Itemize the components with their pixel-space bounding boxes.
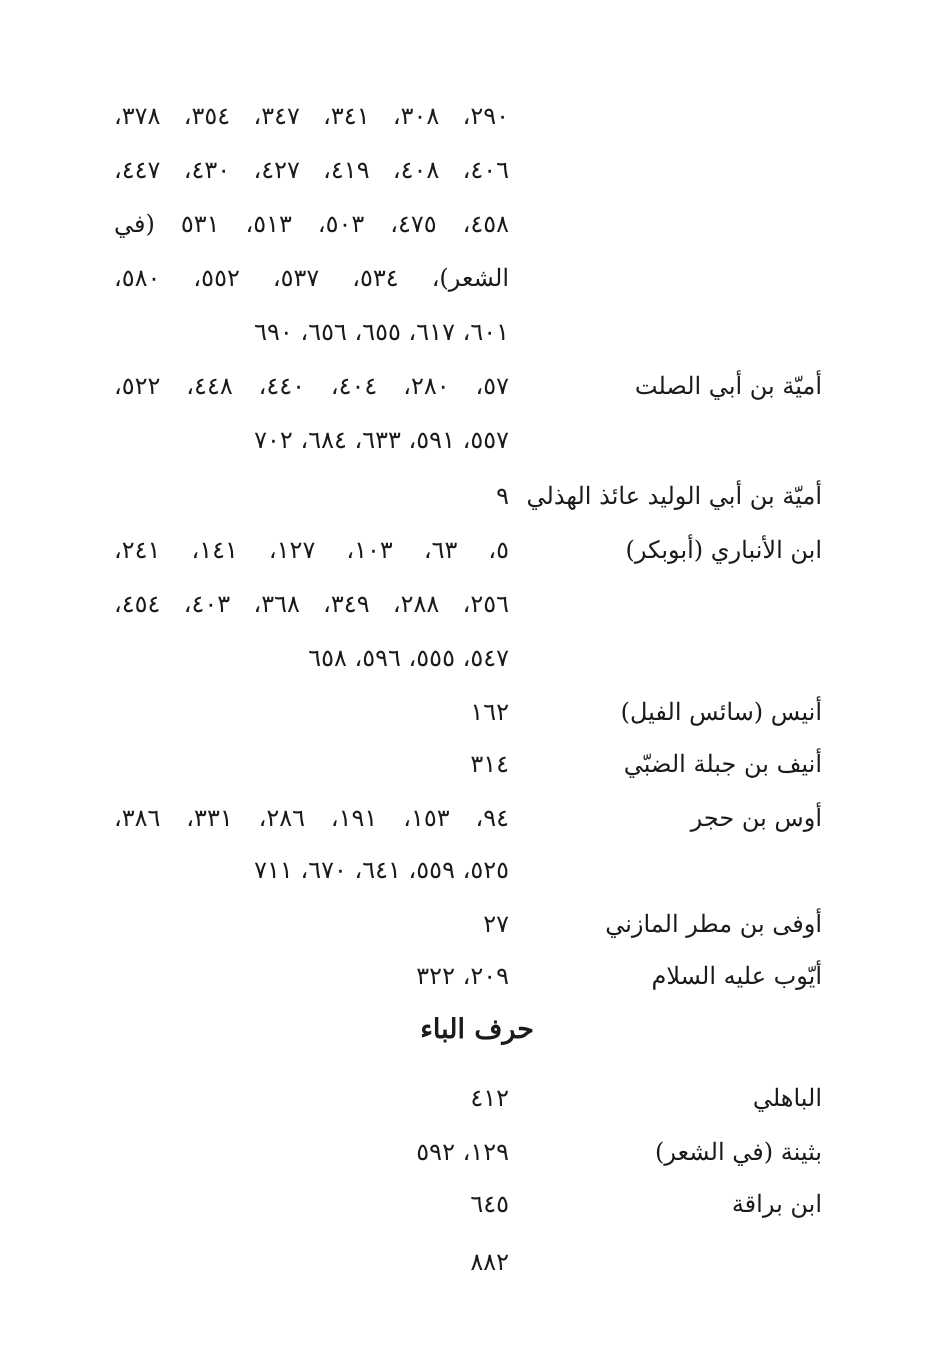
index-entry-name: أميّة بن أبي الصلت [634, 372, 822, 400]
page-refs-line: ٥٧، ٢٨٠، ٤٠٤، ٤٤٠، ٤٤٨، ٥٢٢، [114, 372, 510, 400]
page-refs-line: ٦٠١، ٦١٧، ٦٥٥، ٦٥٦، ٦٩٠ [254, 318, 509, 346]
index-entry-name: أيّوب عليه السلام [651, 962, 822, 990]
index-entry-name: الباهلي [752, 1084, 822, 1112]
page-refs-line: ٢٧ [483, 910, 509, 938]
page-number: ٨٨٢ [470, 1248, 509, 1276]
index-entry-name: ابن براقة [731, 1190, 822, 1218]
page-refs-line: ١٢٩، ٥٩٢ [416, 1138, 509, 1166]
page-refs-line: ٥، ٦٣، ١٠٣، ١٢٧، ١٤١، ٢٤١، [114, 536, 510, 564]
index-entry-name: أوفى بن مطر المازني [605, 910, 822, 938]
page-refs-line: ٤١٢ [470, 1084, 509, 1112]
page-refs-line: ٥٥٧، ٥٩١، ٦٣٣، ٦٨٤، ٧٠٢ [254, 426, 509, 454]
page-refs-line: ٢٩٠، ٣٠٨، ٣٤١، ٣٤٧، ٣٥٤، ٣٧٨، [114, 102, 510, 130]
page-refs-line: الشعر)، ٥٣٤، ٥٣٧، ٥٥٢، ٥٨٠، [114, 264, 510, 292]
index-entry-name: أنيف بن جبلة الضبّي [623, 750, 822, 778]
index-entry-name: أنيس (سائس الفيل) [620, 698, 822, 726]
page-refs-line: ٥٤٧، ٥٥٥، ٥٩٦، ٦٥٨ [308, 644, 509, 672]
page-refs-line: ١٦٢ [470, 698, 509, 726]
section-heading: حرف الباء [420, 1014, 534, 1045]
page-refs-line: ٩٤، ١٥٣، ١٩١، ٢٨٦، ٣٣١، ٣٨٦، [114, 804, 510, 832]
index-entry-name: بثينة (في الشعر) [655, 1138, 822, 1166]
page-refs-line: ٥٢٥، ٥٥٩، ٦٤١، ٦٧٠، ٧١١ [254, 856, 509, 884]
page-refs-line: ٣١٤ [470, 750, 509, 778]
index-entry-name: أميّة بن أبي الوليد عائذ الهذلي [526, 482, 822, 510]
page-refs-line: ٤٠٦، ٤٠٨، ٤١٩، ٤٢٧، ٤٣٠، ٤٤٧، [114, 156, 510, 184]
page-refs-line: ٢٠٩، ٣٢٢ [416, 962, 509, 990]
index-entry-name: أوس بن حجر [690, 804, 822, 832]
page-refs-line: ٢٥٦، ٢٨٨، ٣٤٩، ٣٦٨، ٤٠٣، ٤٥٤، [114, 590, 510, 618]
page-refs-line: ٤٥٨، ٤٧٥، ٥٠٣، ٥١٣، ٥٣١ (في [114, 210, 510, 238]
page-refs-line: ٦٤٥ [470, 1190, 509, 1218]
index-entry-name: ابن الأنباري (أبوبكر) [625, 536, 822, 564]
page-refs-line: ٩ [496, 482, 509, 510]
